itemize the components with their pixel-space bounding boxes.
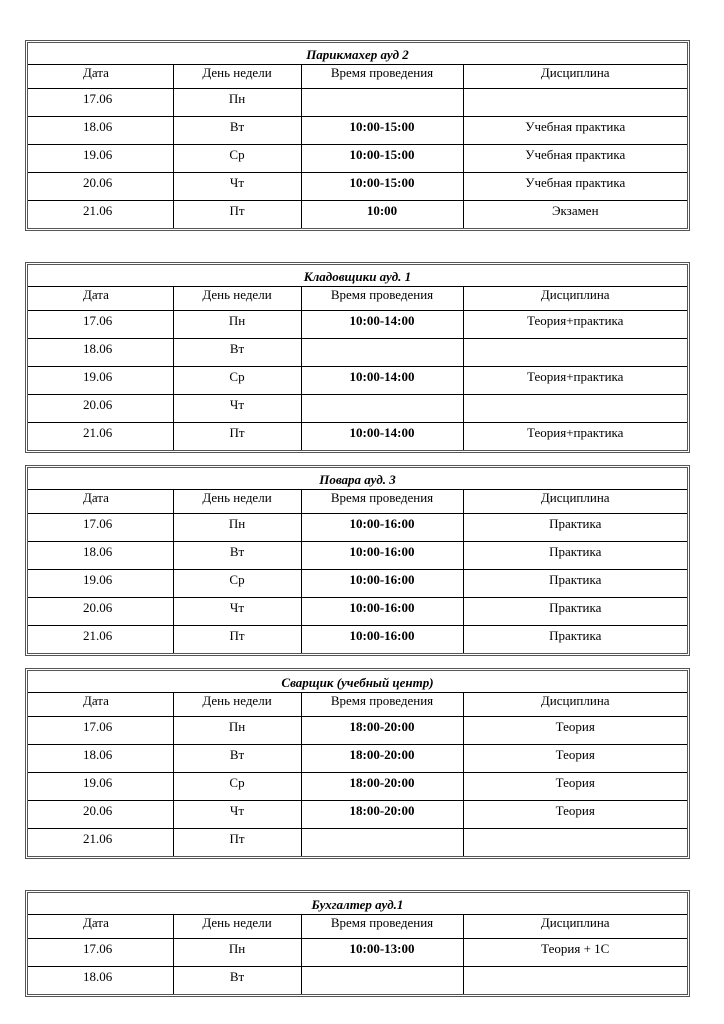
- day-cell: Пн: [173, 717, 301, 745]
- schedule-table-hairdresser: [25, 40, 690, 231]
- discipline-cell: Теория: [463, 801, 687, 829]
- discipline-cell: Учебная практика: [463, 173, 687, 201]
- column-header-day: День недели: [173, 915, 301, 939]
- column-header-discipline: Дисциплина: [463, 490, 687, 514]
- discipline-cell: Учебная практика: [463, 117, 687, 145]
- table-title: Парикмахер ауд 2: [28, 43, 687, 65]
- table-row: [28, 829, 687, 857]
- column-header-time: Время проведения: [301, 915, 463, 939]
- date-cell: 19.06: [28, 145, 173, 173]
- day-cell: Пт: [173, 829, 301, 857]
- date-cell: 21.06: [28, 423, 173, 451]
- discipline-cell: Экзамен: [463, 201, 687, 229]
- column-header-time: Время проведения: [301, 693, 463, 717]
- date-cell: 20.06: [28, 173, 173, 201]
- table-row: [28, 598, 687, 626]
- table-row: [28, 201, 687, 229]
- table-row: [28, 339, 687, 367]
- date-cell: 20.06: [28, 598, 173, 626]
- day-cell: Чт: [173, 173, 301, 201]
- time-cell: 10:00-13:00: [301, 939, 463, 967]
- time-cell: [301, 89, 463, 117]
- time-cell: 10:00-16:00: [301, 514, 463, 542]
- day-cell: Пт: [173, 423, 301, 451]
- discipline-cell: Практика: [463, 570, 687, 598]
- time-cell: 18:00-20:00: [301, 745, 463, 773]
- date-cell: 18.06: [28, 967, 173, 995]
- column-header-discipline: Дисциплина: [463, 65, 687, 89]
- column-header-day: День недели: [173, 65, 301, 89]
- time-cell: 10:00-15:00: [301, 173, 463, 201]
- time-cell: 10:00-14:00: [301, 367, 463, 395]
- day-cell: Чт: [173, 801, 301, 829]
- table-row: [28, 773, 687, 801]
- date-cell: 17.06: [28, 514, 173, 542]
- date-cell: 21.06: [28, 829, 173, 857]
- day-cell: Вт: [173, 339, 301, 367]
- day-cell: Ср: [173, 145, 301, 173]
- day-cell: Пн: [173, 311, 301, 339]
- discipline-cell: Теория+практика: [463, 311, 687, 339]
- day-cell: Пн: [173, 939, 301, 967]
- day-cell: Пн: [173, 89, 301, 117]
- discipline-cell: [463, 395, 687, 423]
- date-cell: 19.06: [28, 367, 173, 395]
- day-cell: Вт: [173, 967, 301, 995]
- schedule-table-accountant: [25, 890, 690, 997]
- table-row: [28, 514, 687, 542]
- table-row: [28, 967, 687, 995]
- date-cell: 18.06: [28, 117, 173, 145]
- time-cell: 10:00-14:00: [301, 311, 463, 339]
- day-cell: Ср: [173, 773, 301, 801]
- time-cell: [301, 829, 463, 857]
- column-header-discipline: Дисциплина: [463, 693, 687, 717]
- table-row: [28, 311, 687, 339]
- time-cell: 10:00-16:00: [301, 570, 463, 598]
- day-cell: Пн: [173, 514, 301, 542]
- time-cell: 10:00-15:00: [301, 117, 463, 145]
- date-cell: 20.06: [28, 801, 173, 829]
- date-cell: 17.06: [28, 89, 173, 117]
- column-header-date: Дата: [28, 65, 173, 89]
- date-cell: 21.06: [28, 201, 173, 229]
- time-cell: 10:00-16:00: [301, 542, 463, 570]
- table-row: [28, 939, 687, 967]
- date-cell: 19.06: [28, 773, 173, 801]
- table-row: [28, 745, 687, 773]
- discipline-cell: Теория: [463, 717, 687, 745]
- discipline-cell: Практика: [463, 542, 687, 570]
- time-cell: 10:00-16:00: [301, 626, 463, 654]
- date-cell: 17.06: [28, 939, 173, 967]
- table-title: Кладовщики ауд. 1: [28, 265, 687, 287]
- date-cell: 20.06: [28, 395, 173, 423]
- discipline-cell: Теория+практика: [463, 423, 687, 451]
- discipline-cell: Теория: [463, 745, 687, 773]
- day-cell: Вт: [173, 117, 301, 145]
- discipline-cell: [463, 829, 687, 857]
- column-header-date: Дата: [28, 915, 173, 939]
- discipline-cell: [463, 89, 687, 117]
- schedule-table-cooks: [25, 465, 690, 656]
- table-row: [28, 145, 687, 173]
- table-row: [28, 117, 687, 145]
- time-cell: 10:00-14:00: [301, 423, 463, 451]
- column-header-day: День недели: [173, 287, 301, 311]
- column-header-day: День недели: [173, 693, 301, 717]
- day-cell: Чт: [173, 395, 301, 423]
- discipline-cell: Практика: [463, 514, 687, 542]
- table-row: [28, 717, 687, 745]
- schedule-table-welder: [25, 668, 690, 859]
- date-cell: 19.06: [28, 570, 173, 598]
- column-header-discipline: Дисциплина: [463, 287, 687, 311]
- discipline-cell: Теория + 1С: [463, 939, 687, 967]
- time-cell: 18:00-20:00: [301, 773, 463, 801]
- date-cell: 17.06: [28, 717, 173, 745]
- table-row: [28, 801, 687, 829]
- column-header-discipline: Дисциплина: [463, 915, 687, 939]
- column-header-time: Время проведения: [301, 65, 463, 89]
- day-cell: Вт: [173, 745, 301, 773]
- column-header-time: Время проведения: [301, 287, 463, 311]
- day-cell: Ср: [173, 570, 301, 598]
- column-header-date: Дата: [28, 287, 173, 311]
- day-cell: Вт: [173, 542, 301, 570]
- table-row: [28, 367, 687, 395]
- time-cell: 18:00-20:00: [301, 717, 463, 745]
- column-header-time: Время проведения: [301, 490, 463, 514]
- column-header-date: Дата: [28, 490, 173, 514]
- time-cell: 10:00: [301, 201, 463, 229]
- discipline-cell: Учебная практика: [463, 145, 687, 173]
- schedule-table-storekeepers: [25, 262, 690, 453]
- table-row: [28, 542, 687, 570]
- time-cell: 18:00-20:00: [301, 801, 463, 829]
- column-header-date: Дата: [28, 693, 173, 717]
- date-cell: 18.06: [28, 745, 173, 773]
- day-cell: Пт: [173, 626, 301, 654]
- day-cell: Пт: [173, 201, 301, 229]
- table-title: Повара ауд. 3: [28, 468, 687, 490]
- date-cell: 17.06: [28, 311, 173, 339]
- date-cell: 18.06: [28, 542, 173, 570]
- day-cell: Чт: [173, 598, 301, 626]
- discipline-cell: Теория+практика: [463, 367, 687, 395]
- table-row: [28, 89, 687, 117]
- time-cell: [301, 339, 463, 367]
- table-row: [28, 423, 687, 451]
- column-header-day: День недели: [173, 490, 301, 514]
- discipline-cell: Практика: [463, 598, 687, 626]
- date-cell: 21.06: [28, 626, 173, 654]
- date-cell: 18.06: [28, 339, 173, 367]
- table-row: [28, 395, 687, 423]
- table-row: [28, 173, 687, 201]
- table-row: [28, 570, 687, 598]
- time-cell: [301, 395, 463, 423]
- time-cell: 10:00-15:00: [301, 145, 463, 173]
- time-cell: 10:00-16:00: [301, 598, 463, 626]
- table-title: Сварщик (учебный центр): [28, 671, 687, 693]
- table-title: Бухгалтер ауд.1: [28, 893, 687, 915]
- discipline-cell: Теория: [463, 773, 687, 801]
- discipline-cell: [463, 967, 687, 995]
- discipline-cell: Практика: [463, 626, 687, 654]
- time-cell: [301, 967, 463, 995]
- discipline-cell: [463, 339, 687, 367]
- day-cell: Ср: [173, 367, 301, 395]
- table-row: [28, 626, 687, 654]
